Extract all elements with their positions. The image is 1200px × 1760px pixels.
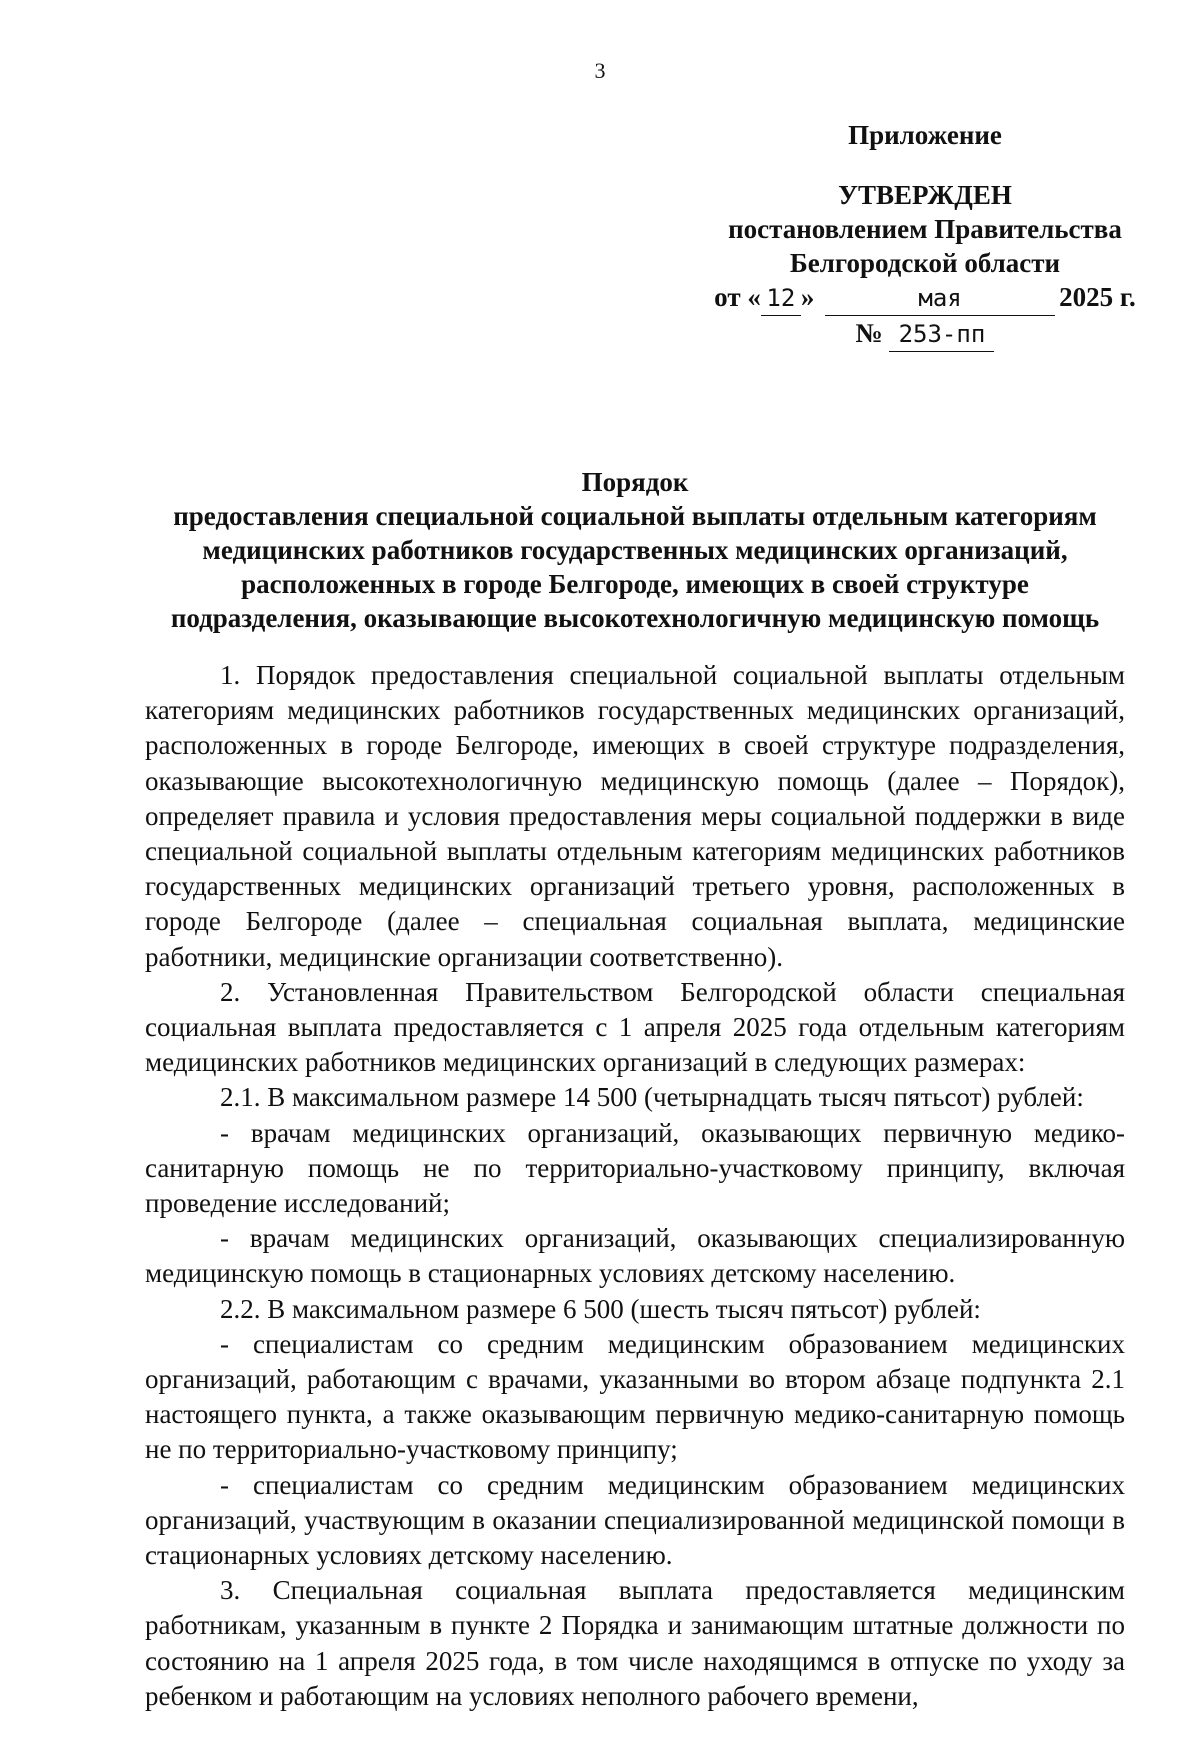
paragraph-2-2: 2.2. В максимальном размере 6 500 (шесть тысяч пятьсот) рублей: <box>220 1293 981 1324</box>
appendix-label: Приложение <box>848 120 1002 150</box>
title-main: Порядок <box>581 467 689 497</box>
date-month: мая <box>825 281 1055 316</box>
paragraph-3: 3. Специальная социальная выплата предоставляется медицинским работникам, указанным в пункте 2 Порядка и занимающим штатные должности по состоянию на 1 апреля 2025 года, в том числе находящимся в отпуске по уходу за ребенком и работающим на условиях неполного рабочего времени, <box>145 1575 1125 1711</box>
number-value: 253-пп <box>889 317 994 352</box>
approval-date <box>690 280 1160 316</box>
list-item: - специалистам со средним медицинским образованием медицинских организаций, участвующим в оказании специализированной медицинской помощи в стационарных условиях детскому населению. <box>145 1469 1125 1571</box>
title-sub: предоставления специальной социальной выплаты отдельным категориям медицинских работников государственных медицинских организаций, расположенных в городе Белгороде, имеющих в своей структуре подразделения, оказывающие высокотехнологичную медицинскую помощь <box>170 501 1100 633</box>
approval-block <box>690 118 1160 352</box>
page-number: 3 <box>594 58 606 83</box>
date-day: 12 <box>761 281 801 316</box>
number-prefix: № <box>855 318 883 348</box>
list-item: - врачам медицинских организаций, оказывающих специализированную медицинскую помощь в стационарных условиях детскому населению. <box>145 1223 1125 1289</box>
date-prefix: от « <box>714 282 761 312</box>
date-year: 2025 г. <box>1059 282 1136 312</box>
date-mid: » <box>800 282 815 312</box>
list-item: - врачам медицинских организаций, оказывающих первичную медико-санитарную помощь не по территориально-участковому принципу, включая проведение исследований; <box>145 1117 1125 1219</box>
list-item: - специалистам со средним медицинским образованием медицинских организаций, работающим с врачами, указанными во втором абзаце подпункта 2.1 настоящего пункта, а также оказывающим первичную медико-санитарную помощь не по территориально-участковому принципу; <box>145 1328 1125 1465</box>
document-body <box>145 658 1125 1714</box>
document-title <box>145 465 1125 635</box>
paragraph-2-1: 2.1. В максимальном размере 14 500 (четырнадцать тысяч пятьсот) рублей: <box>220 1082 1084 1113</box>
approval-line-2: Белгородской области <box>789 248 1061 278</box>
approved-label: УТВЕРЖДЕН <box>838 180 1012 210</box>
approval-line-1: постановлением Правительства <box>728 214 1122 244</box>
approval-number <box>690 316 1160 352</box>
paragraph-2: 2. Установленная Правительством Белгородской области специальная социальная выплата предоставляется с 1 апреля 2025 года отдельным категориям медицинских работников медицинских организаций в следующих размерах: <box>145 976 1125 1078</box>
paragraph-1: 1. Порядок предоставления специальной социальной выплаты отдельным категориям медицинских работников государственных медицинских организаций, расположенных в городе Белгороде, имеющих в своей структуре подразделения, оказывающие высокотехнологичную медицинскую помощь (далее – Порядок), определяет правила и условия предоставления меры социальной поддержки в виде специальной социальной выплаты отдельным категориям медицинских работников государственных медицинских организаций третьего уровня, расположенных в городе Белгороде (далее – специальная социальная выплата, медицинские работники, медицинские организации соответственно). <box>145 660 1125 972</box>
